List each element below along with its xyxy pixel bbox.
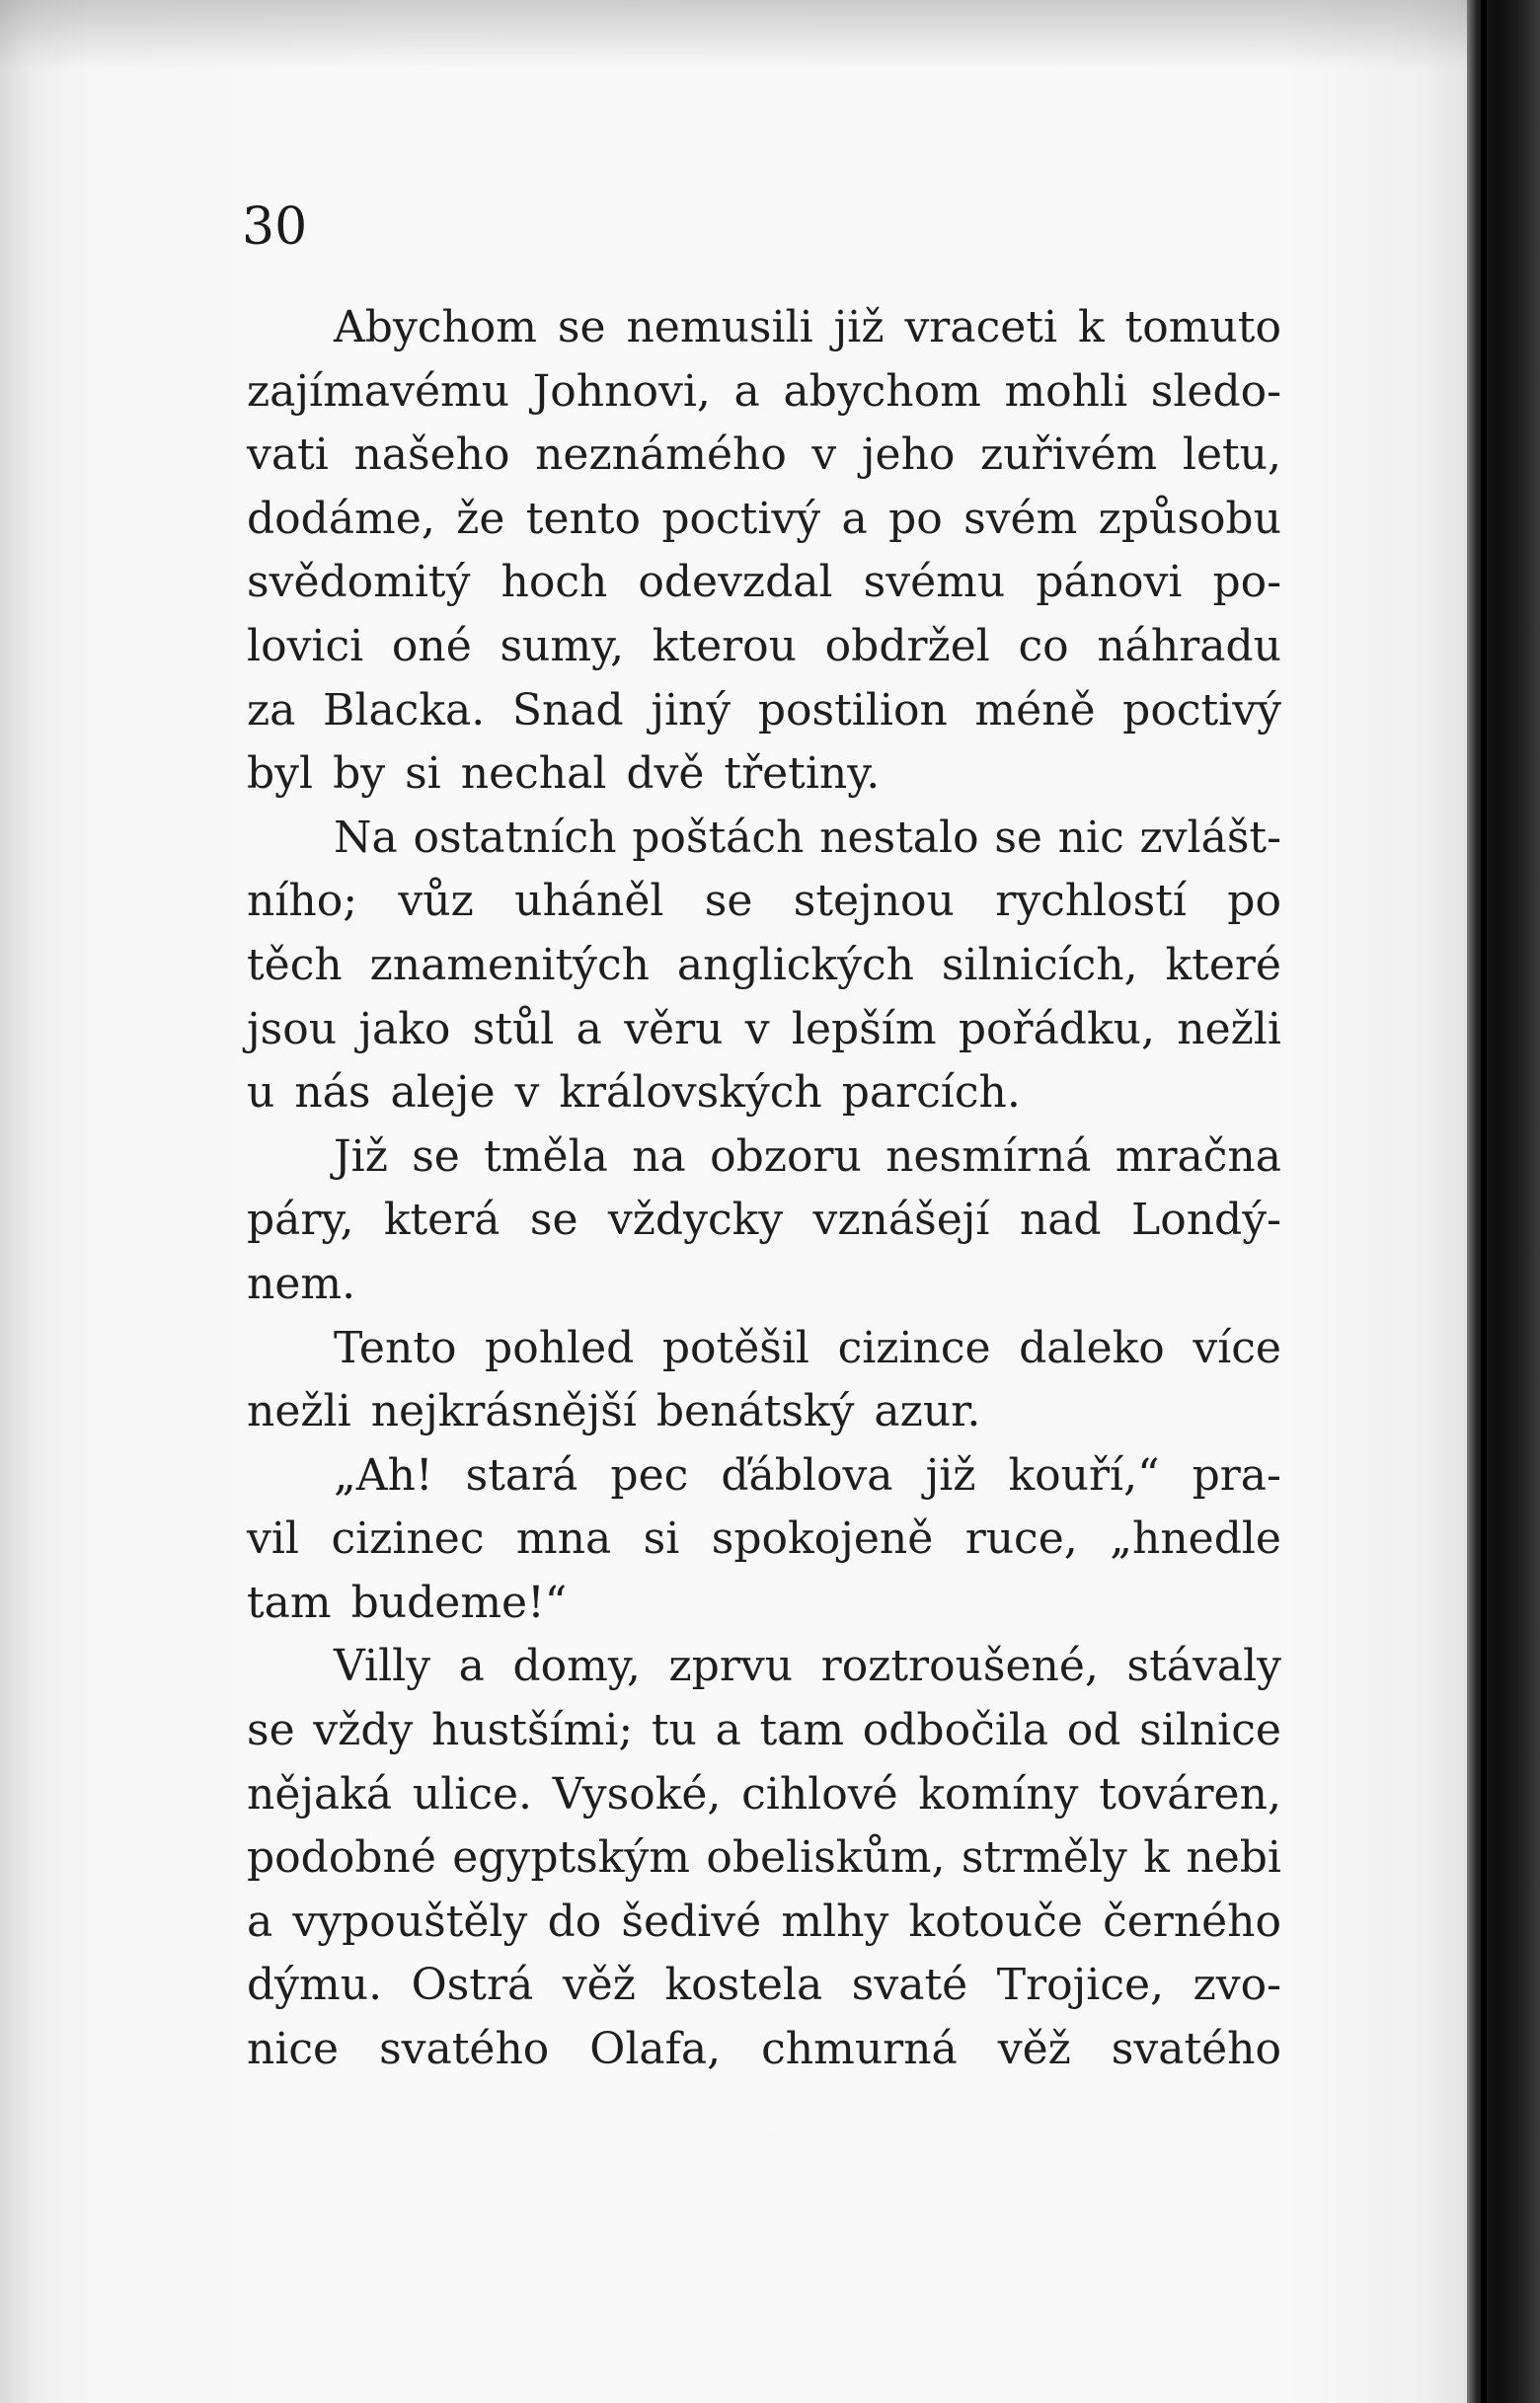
word: kostela (664, 1960, 823, 2011)
word: domy, (512, 1641, 641, 1692)
word: odevzdal (638, 557, 833, 608)
word: a (841, 493, 868, 544)
word: vypouštěly (292, 1896, 528, 1947)
word: nestalo (819, 812, 979, 863)
line-text: nežli nejkrásnější benátský azur. (247, 1386, 981, 1437)
word: postilion (757, 684, 948, 736)
word: v (811, 429, 837, 481)
line-text: u nás aleje v královských parcích. (247, 1067, 1021, 1119)
word: ního; (247, 876, 358, 927)
word: svém (963, 493, 1078, 544)
word: lovici (247, 620, 364, 671)
word: pánovi (1036, 557, 1183, 608)
word: způsobu (1098, 493, 1281, 544)
word: sledo- (1150, 365, 1281, 417)
word: pra- (1192, 1449, 1281, 1501)
word: Abychom (334, 302, 537, 352)
word: kterou (652, 620, 797, 671)
word: věž (997, 2024, 1071, 2075)
word: Johnovi, (532, 365, 711, 417)
word: poctivý (661, 493, 821, 544)
text-line (247, 807, 1281, 871)
word: hoch (500, 557, 608, 608)
word: páry, (247, 1195, 354, 1246)
word: jiný (651, 684, 732, 736)
word: vždy (313, 1705, 414, 1756)
word: Villy (334, 1641, 431, 1692)
word: zvo- (1193, 1960, 1281, 2011)
text-line (247, 1954, 1281, 2018)
text-line (247, 296, 1281, 360)
word: jsou (247, 1003, 338, 1054)
word: jeho (861, 429, 956, 481)
text-line (247, 488, 1281, 552)
text-line (247, 1572, 1281, 1636)
word: tam (759, 1705, 845, 1756)
word: jako (358, 1003, 451, 1054)
word: cizinec (331, 1513, 485, 1565)
word: továren, (1099, 1768, 1281, 1820)
word: vznášejí (812, 1195, 990, 1246)
line-text: byl by si nechal dvě třetiny. (247, 748, 881, 800)
word: po- (1212, 557, 1281, 608)
word: poštách (632, 812, 805, 863)
text-line (247, 934, 1281, 998)
word: k (1077, 302, 1105, 352)
text-line (247, 360, 1281, 425)
word: po (1227, 876, 1281, 927)
page-number: 30 (242, 197, 308, 257)
text-line (247, 1699, 1281, 1763)
word: Vysoké, (552, 1768, 722, 1820)
word: více (1193, 1322, 1281, 1373)
word: Londý- (1131, 1195, 1281, 1246)
word: tomuto (1124, 302, 1281, 352)
word: hustšími; (431, 1705, 634, 1756)
text-line (247, 998, 1281, 1062)
word: v (744, 1003, 770, 1054)
word: tměla (484, 1130, 608, 1182)
word: tento (525, 493, 641, 544)
word: že (456, 493, 505, 544)
text-line (247, 1125, 1281, 1190)
word: oné (391, 620, 472, 671)
text-line (247, 2018, 1281, 2082)
text-line (247, 1826, 1281, 1891)
word: lepším (791, 1003, 937, 1054)
word: Již (334, 1130, 388, 1182)
word: pořádku, (958, 1003, 1155, 1054)
text-line (247, 551, 1281, 615)
word: šedivé (621, 1896, 762, 1947)
word: k (1143, 1832, 1170, 1884)
word: rychlostí (995, 876, 1187, 927)
word: silnicích, (941, 939, 1138, 990)
word: stará (465, 1449, 578, 1501)
word: které (1165, 939, 1281, 990)
spine-edge (1481, 0, 1487, 2403)
word: vůz (398, 876, 474, 927)
word: Blacka. (323, 684, 486, 736)
word: vil (247, 1513, 300, 1565)
text-line (247, 1508, 1281, 1572)
word: komíny (918, 1768, 1079, 1820)
word: vždycky (607, 1195, 784, 1246)
word: roztroušené, (820, 1641, 1099, 1692)
word: nic (1057, 812, 1124, 863)
word: nesmírná (886, 1130, 1092, 1182)
word: dýmu. (247, 1960, 383, 2011)
word: ulice. (412, 1768, 533, 1820)
word: od (1066, 1705, 1121, 1756)
word: nice (247, 2024, 340, 2075)
word: nebi (1186, 1832, 1281, 1884)
word: pohled (485, 1322, 635, 1373)
word: nad (1019, 1195, 1102, 1246)
word: se (704, 876, 753, 927)
word: ďáblova (721, 1449, 893, 1501)
word: již (925, 1449, 976, 1501)
word: po (888, 493, 943, 544)
word: silnice (1139, 1705, 1281, 1756)
word: kouří,“ (1008, 1449, 1160, 1501)
word: méně (974, 684, 1096, 736)
text-line (247, 615, 1281, 679)
text-line (247, 1380, 1281, 1444)
word: stůl (472, 1003, 555, 1054)
word: sumy, (500, 620, 625, 671)
word: obdržel (824, 620, 990, 671)
word: mohli (1004, 365, 1128, 417)
word: stávaly (1126, 1641, 1281, 1692)
word: stejnou (793, 876, 955, 927)
word: svědomitý (247, 557, 471, 608)
word: svatého (1111, 2024, 1281, 2075)
word: mlhy (781, 1896, 889, 1947)
word: náhradu (1097, 620, 1281, 671)
word: svému (863, 557, 1006, 608)
word: se (247, 1705, 295, 1756)
line-text: tam budeme!“ (247, 1577, 568, 1628)
word: zvlášt- (1139, 812, 1281, 863)
word: cihlové (741, 1768, 898, 1820)
word: chmurná (761, 2024, 958, 2075)
word: svatého (379, 2024, 550, 2075)
word: odbočila (862, 1705, 1049, 1756)
word: a (247, 1896, 273, 1947)
text-line (247, 742, 1281, 807)
word: nemusili (626, 302, 813, 352)
word: daleko (1019, 1322, 1165, 1373)
word: cizince (837, 1322, 991, 1373)
text-line (247, 1635, 1281, 1699)
page-shadow (0, 0, 1467, 69)
word: našeho (353, 429, 510, 481)
word: za (247, 684, 296, 736)
text-line (247, 679, 1281, 743)
word: co (1018, 620, 1069, 671)
word: podobné (247, 1832, 436, 1884)
word: potěšil (661, 1322, 809, 1373)
word: se (412, 1130, 460, 1182)
word: spokojeně (711, 1513, 934, 1565)
word: Snad (511, 684, 624, 736)
word: tu (651, 1705, 697, 1756)
word: ruce, (964, 1513, 1078, 1565)
text-line (247, 1317, 1281, 1381)
word: a (576, 1003, 602, 1054)
word: zuřivém (980, 429, 1158, 481)
word: poctivý (1122, 684, 1281, 736)
word: neznámého (535, 429, 787, 481)
word: se (529, 1195, 578, 1246)
word: svaté (851, 1960, 968, 2011)
word: černého (1103, 1896, 1281, 1947)
word: Olafa, (589, 2024, 722, 2075)
word: věru (624, 1003, 724, 1054)
word: si (643, 1513, 680, 1565)
word: strměly (961, 1832, 1127, 1884)
word: pec (610, 1449, 689, 1501)
text-line (247, 1763, 1281, 1827)
text-line (247, 1891, 1281, 1955)
word: na (632, 1130, 686, 1182)
word: mna (515, 1513, 612, 1565)
word: letu, (1182, 429, 1281, 481)
word: Tento (334, 1322, 457, 1373)
word: uháněl (514, 876, 664, 927)
text-line (247, 424, 1281, 488)
word: mračna (1115, 1130, 1281, 1182)
word: těch (247, 939, 343, 990)
word: „Ah! (334, 1449, 433, 1501)
text-line (247, 1061, 1281, 1125)
word: do (547, 1896, 602, 1947)
text-line (247, 1189, 1281, 1253)
word: zprvu (668, 1641, 794, 1692)
word: a (715, 1705, 741, 1756)
word: vati (247, 429, 329, 481)
body-text (247, 296, 1281, 2082)
word: ostatních (413, 812, 617, 863)
word: věž (562, 1960, 636, 2011)
word: která (383, 1195, 500, 1246)
word: egyptským (452, 1832, 690, 1884)
word: se (557, 302, 606, 352)
book-spine (1467, 0, 1540, 2403)
line-text: nem. (247, 1258, 356, 1309)
word: dodáme, (247, 493, 435, 544)
word: vraceti (904, 302, 1058, 352)
word: a (458, 1641, 485, 1692)
text-line (247, 870, 1281, 934)
word: se (994, 812, 1042, 863)
word: Na (334, 812, 398, 863)
word: obeliskům, (706, 1832, 946, 1884)
word: již (833, 302, 885, 352)
word: kotouče (908, 1896, 1083, 1947)
word: abychom (783, 365, 981, 417)
word: nějaká (247, 1768, 393, 1820)
word: obzoru (710, 1130, 862, 1182)
word: anglických (676, 939, 914, 990)
word: a (733, 365, 760, 417)
word: Ostrá (411, 1960, 534, 2011)
word: Trojice, (996, 1960, 1164, 2011)
word: nežli (1177, 1003, 1281, 1054)
text-line (247, 1444, 1281, 1509)
text-line (247, 1253, 1281, 1317)
word: znamenitých (369, 939, 651, 990)
word: zajímavému (247, 365, 510, 417)
word: „hnedle (1110, 1513, 1281, 1565)
